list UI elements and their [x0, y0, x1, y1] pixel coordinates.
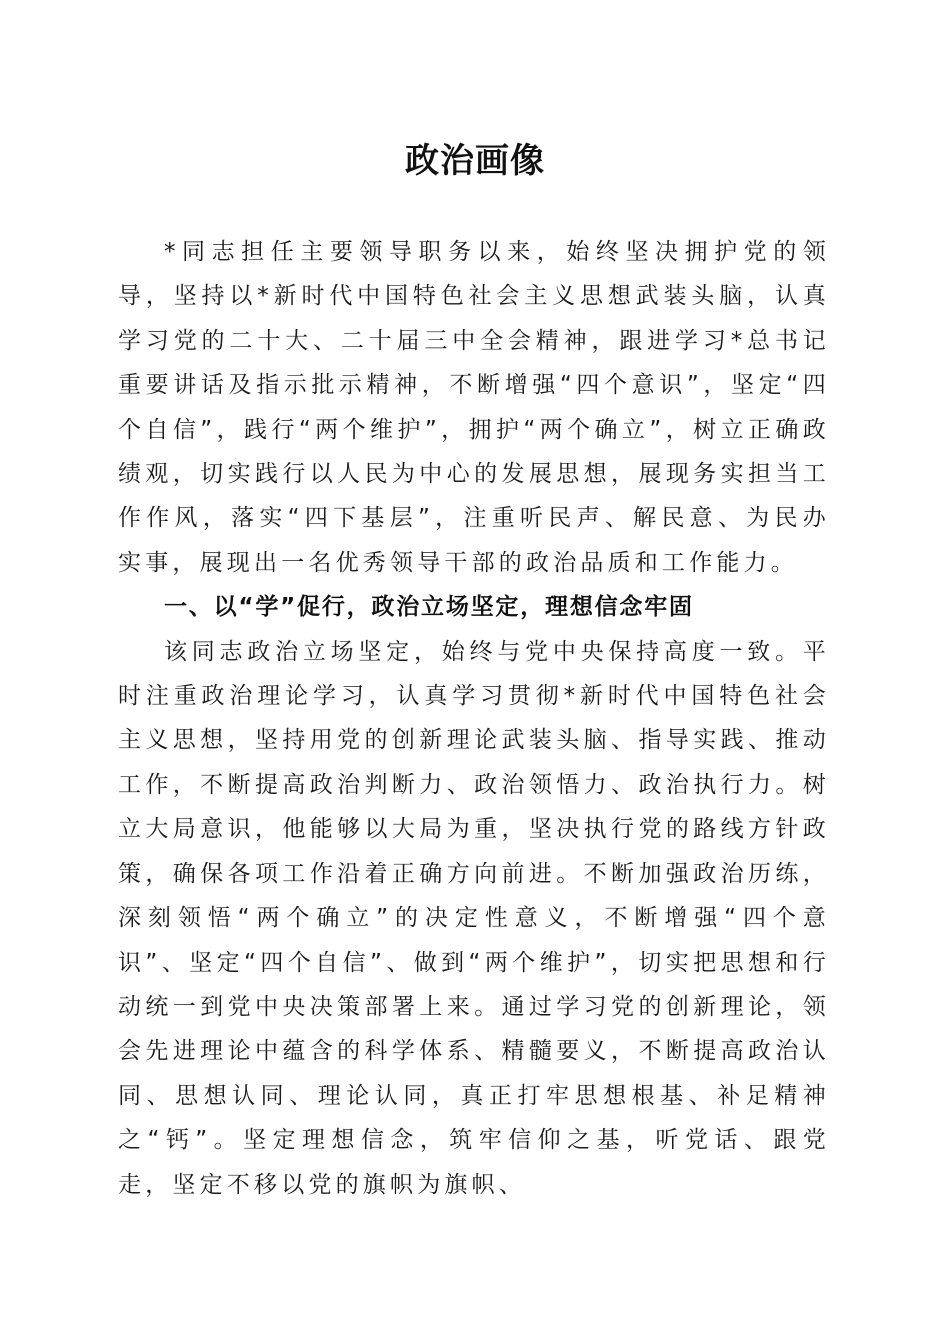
document-body	[118, 230, 830, 1207]
section-paragraph: 该同志政治立场坚定，始终与党中央保持高度一致。平时注重政治理论学习，认真学习贯彻*新时代中国特色社会主义思想，坚持用党的创新理论武装头脑、指导实践、推动工作，不断提高政治判断力、政治领悟力、政治执行力。树立大局意识，他能够以大局为重，坚决执行党的路线方针政策，确保各项工作沿着正确方向前进。不断加强政治历练，深刻领悟“两个确立”的决定性意义，不断增强“四个意识”、坚定“四个自信”、做到“两个维护”，切实把思想和行动统一到党中央决策部署上来。通过学习党的创新理论，领会先进理论中蕴含的科学体系、精髓要义，不断提高政治认同、思想认同、理论认同，真正打牢思想根基、补足精神之“钙”。坚定理想信念，筑牢信仰之基，听党话、跟党走，坚定不移以党的旗帜为旗帜、	[118, 638, 830, 1198]
document-title: 政治画像	[405, 141, 545, 181]
section-heading: 一、以“学”促行，政治立场坚定，理想信念牢固	[164, 594, 694, 621]
intro-paragraph: *同志担任主要领导职务以来，始终坚决拥护党的领导，坚持以*新时代中国特色社会主义思想武装头脑，认真学习党的二十大、二十届三中全会精神，跟进学习*总书记重要讲话及指示批示精神，不断增强“四个意识”，坚定“四个自信”，践行“两个维护”，拥护“两个确立”，树立正确政绩观，切实践行以人民为中心的发展思想，展现务实担当工作作风，落实“四下基层”，注重听民声、解民意、为民办实事，展现出一名优秀领导干部的政治品质和工作能力。	[118, 239, 830, 576]
